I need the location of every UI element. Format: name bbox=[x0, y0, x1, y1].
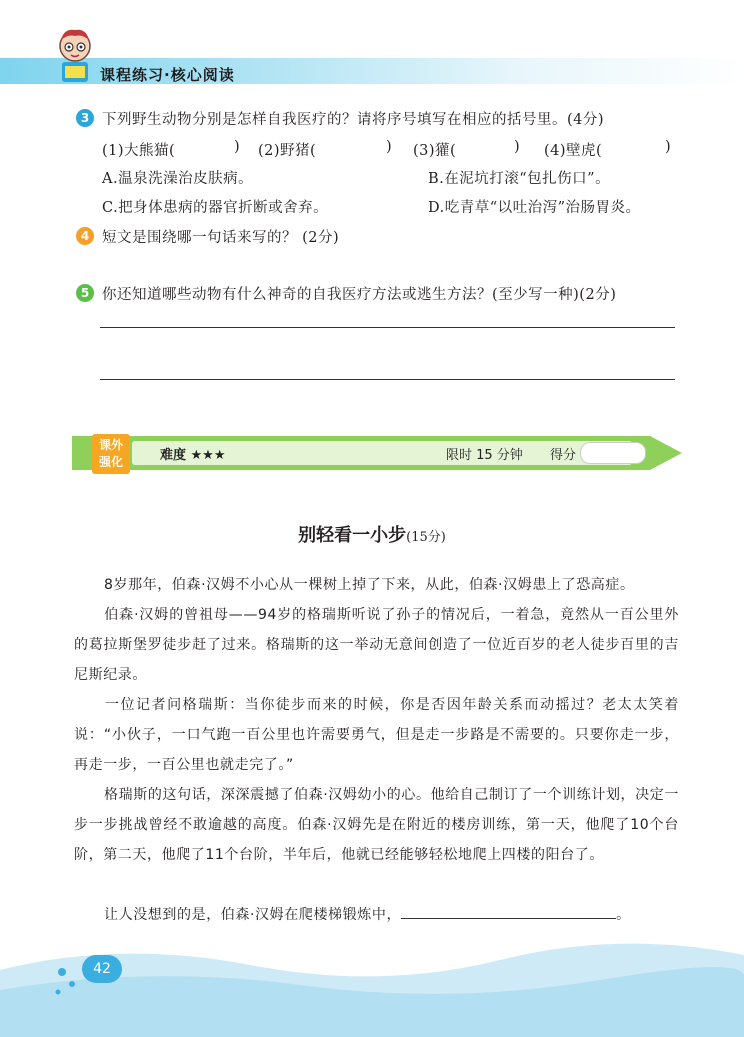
animal-4-close: ) bbox=[665, 139, 672, 155]
time-limit: 限时 15 分钟 bbox=[446, 448, 523, 463]
score-input[interactable] bbox=[580, 442, 646, 464]
fill-in-blank[interactable] bbox=[401, 904, 616, 919]
question-3-text: 下列野生动物分别是怎样自我医疗的？请将序号填写在相应的括号里。(4分) bbox=[102, 112, 605, 128]
paragraph-3: 一位记者问格瑞斯：当你徒步而来的时候，你是否因年龄关系而动摇过？老太太笑着说：“小伙子，一口气跑一百公里也许需要勇气，但是走一步路是不需要的。只要你走一步，再走一步，一百公里也就走完了。” bbox=[74, 697, 679, 773]
paragraph-2: 伯森·汉姆的曾祖母——94岁的格瑞斯听说了孙子的情况后，一着急，竟然从一百公里外的葛拉斯堡罗徒步赶了过来。格瑞斯的这一举动无意间创造了一位近百岁的老人徒步百里的吉尼斯纪录。 bbox=[74, 607, 679, 683]
paragraph-4: 格瑞斯的这句话，深深震撼了伯森·汉姆幼小的心。他给自己制订了一个训练计划，决定一步一步挑战曾经不敢逾越的高度。伯森·汉姆先是在附近的楼房训练，第一天，他爬了10个台阶，第二天，他爬了11个台阶，半年后，他就已经能够轻松地爬上四楼的阳台了。 bbox=[74, 787, 679, 863]
story-title bbox=[0, 521, 744, 547]
option-c: C.把身体患病的器官折断或舍弃。 bbox=[102, 200, 329, 216]
header-title: 课程练习·核心阅读 bbox=[100, 66, 235, 84]
bottom-wave-decoration bbox=[0, 930, 744, 1037]
animal-1-close: ) bbox=[234, 139, 241, 155]
question-3-number: 3 bbox=[76, 109, 94, 127]
animal-2-close: ) bbox=[386, 139, 393, 155]
question-4-number: 4 bbox=[76, 227, 94, 245]
story-title-text: 别轻看一小步 bbox=[298, 525, 407, 546]
story-points: (15分) bbox=[406, 530, 446, 545]
option-d: D.吃青草“以吐治泻”治肠胃炎。 bbox=[428, 200, 641, 216]
badge-line-1: 课外 bbox=[98, 438, 123, 452]
animal-3-label: (3)獾( bbox=[413, 143, 457, 159]
animal-3-close: ) bbox=[514, 139, 521, 155]
animal-1-label: (1)大熊猫( bbox=[102, 143, 176, 159]
question-4-text: 短文是围绕哪一句话来写的？ (2分) bbox=[102, 230, 340, 246]
answer-line-1[interactable] bbox=[100, 327, 675, 328]
difficulty-label: 难度 ★★★ bbox=[160, 448, 226, 463]
badge-line-2: 强化 bbox=[98, 455, 123, 469]
page-number: 42 bbox=[82, 955, 122, 983]
paragraph-1: 8岁那年，伯森·汉姆不小心从一棵树上掉了下来，从此，伯森·汉姆患上了恐高症。 bbox=[104, 577, 635, 593]
mascot-icon bbox=[52, 26, 98, 86]
question-5-number: 5 bbox=[76, 284, 94, 302]
score-label: 得分 bbox=[550, 448, 577, 463]
animal-2-label: (2)野猪( bbox=[258, 143, 317, 159]
option-b: B.在泥坑打滚“包扎伤口”。 bbox=[428, 171, 611, 187]
animal-4-label: (4)壁虎( bbox=[544, 143, 603, 159]
answer-line-2[interactable] bbox=[100, 379, 675, 380]
option-a: A.温泉洗澡治皮肤病。 bbox=[102, 171, 254, 187]
question-5-text: 你还知道哪些动物有什么神奇的自我医疗方法或逃生方法？(至少写一种)(2分) bbox=[102, 287, 617, 303]
extra-practice-badge bbox=[92, 434, 130, 474]
paragraph-5: 让人没想到的是，伯森·汉姆在爬楼梯锻炼中， 。 bbox=[74, 900, 679, 930]
